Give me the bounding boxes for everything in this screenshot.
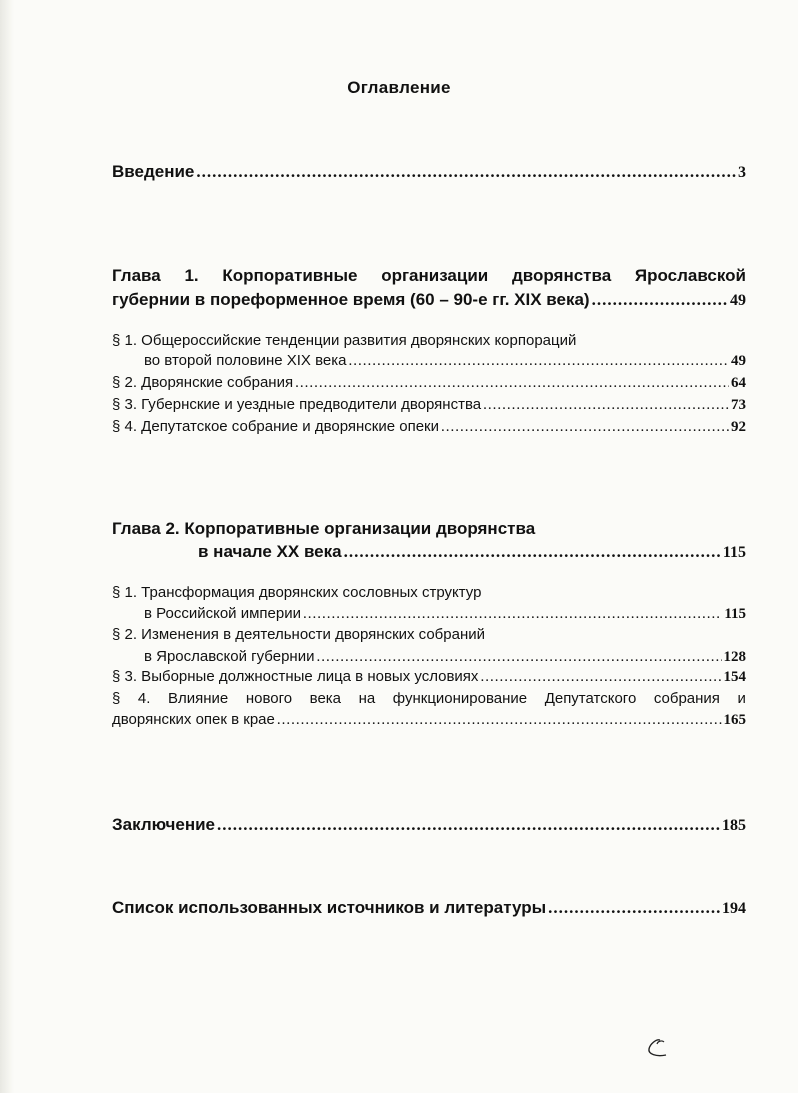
toc-page-number: 185 <box>722 817 746 834</box>
toc-entry-label: дворянских опек в крае <box>112 711 275 728</box>
toc-entry-introduction[interactable] <box>112 162 746 182</box>
word: Корпоративные <box>222 266 358 285</box>
leader-dots <box>295 375 729 392</box>
word: функционирование <box>392 690 528 707</box>
toc-page-number: 154 <box>723 669 746 685</box>
leader-dots <box>480 669 721 686</box>
toc-page-number: 115 <box>724 606 746 622</box>
scan-page-edge <box>0 0 14 1093</box>
toc-entry-label: во второй половине XIX века <box>144 352 347 369</box>
toc-entry-label: Введение <box>112 162 195 181</box>
toc-page-number: 165 <box>723 712 746 728</box>
toc-section-2-3[interactable] <box>112 668 746 686</box>
word: § <box>112 690 121 707</box>
toc-page-number: 49 <box>731 353 746 369</box>
word: 4. <box>137 690 151 707</box>
toc-page-number: 128 <box>723 649 746 665</box>
toc-page-number: 115 <box>722 544 746 561</box>
word: века <box>309 690 342 707</box>
toc-section-1-1-line2[interactable] <box>144 352 746 370</box>
toc-section-2-1-line2[interactable] <box>144 605 746 623</box>
toc-entry-label: губернии в пореформенное время (60 – 90-е гг. XIX века) <box>112 290 590 309</box>
toc-section-1-1-line1[interactable]: § 1. Общероссийские тенденции развития дворянских корпораций <box>112 332 577 349</box>
toc-chapter1-heading-line1[interactable] <box>112 266 746 286</box>
handwritten-mark-icon <box>644 1036 674 1062</box>
toc-section-2-4-line1[interactable] <box>112 690 746 707</box>
word: 1. <box>184 266 199 285</box>
leader-dots <box>196 162 736 182</box>
page-title: Оглавление <box>347 78 451 97</box>
word: Влияние <box>167 690 229 707</box>
toc-chapter1-heading-line2[interactable] <box>112 290 746 310</box>
toc-page-number: 49 <box>730 292 746 309</box>
word: Глава <box>112 266 161 285</box>
toc-section-1-4[interactable] <box>112 418 746 436</box>
toc-page-number: 3 <box>738 164 746 181</box>
toc-section-2-2-line2[interactable] <box>144 648 746 666</box>
leader-dots <box>344 542 721 562</box>
leader-dots <box>277 712 722 729</box>
toc-entry-label: в начале XX века <box>198 542 342 561</box>
word: собрания <box>653 690 720 707</box>
toc-section-2-2-line1[interactable]: § 2. Изменения в деятельности дворянских собраний <box>112 626 486 643</box>
toc-page-number: 194 <box>722 900 746 917</box>
leader-dots <box>483 397 729 414</box>
toc-entry-label: § 4. Депутатское собрание и дворянские опеки <box>112 418 439 435</box>
toc-section-1-3[interactable] <box>112 396 746 414</box>
word: на <box>358 690 376 707</box>
leader-dots <box>592 290 728 310</box>
toc-entry-label: в Российской империи <box>144 605 301 622</box>
toc-entry-label: Заключение <box>112 815 215 834</box>
toc-page-number: 92 <box>731 419 746 435</box>
toc-entry-label: § 2. Дворянские собрания <box>112 374 294 391</box>
toc-chapter2-heading-line1[interactable]: Глава 2. Корпоративные организации дворянства <box>112 519 536 538</box>
leader-dots <box>548 898 720 918</box>
leader-dots <box>303 606 722 623</box>
leader-dots <box>316 649 721 666</box>
toc-entry-label: § 3. Губернские и уездные предводители дворянства <box>112 396 482 413</box>
toc-chapter2-heading-line2[interactable] <box>198 542 746 562</box>
word: и <box>737 690 746 707</box>
toc-section-2-4-line2[interactable] <box>112 711 746 729</box>
toc-entry-sources[interactable] <box>112 898 746 918</box>
toc-section-1-2[interactable] <box>112 374 746 392</box>
leader-dots <box>349 353 730 370</box>
toc-section-2-1-line1[interactable]: § 1. Трансформация дворянских сословных структур <box>112 584 482 601</box>
leader-dots <box>217 815 720 835</box>
toc-page-number: 73 <box>731 397 746 413</box>
word: организации <box>381 266 489 285</box>
toc-entry-label: Список использованных источников и литературы <box>112 898 547 917</box>
leader-dots <box>441 419 729 436</box>
word: Ярославской <box>634 266 746 285</box>
toc-entry-conclusion[interactable] <box>112 815 746 835</box>
toc-entry-label: § 3. Выборные должностные лица в новых условиях <box>112 668 479 685</box>
word: дворянства <box>511 266 612 285</box>
word: Депутатского <box>544 690 637 707</box>
word: нового <box>245 690 293 707</box>
toc-page-number: 64 <box>731 375 746 391</box>
toc-entry-label: в Ярославской губернии <box>144 648 315 665</box>
